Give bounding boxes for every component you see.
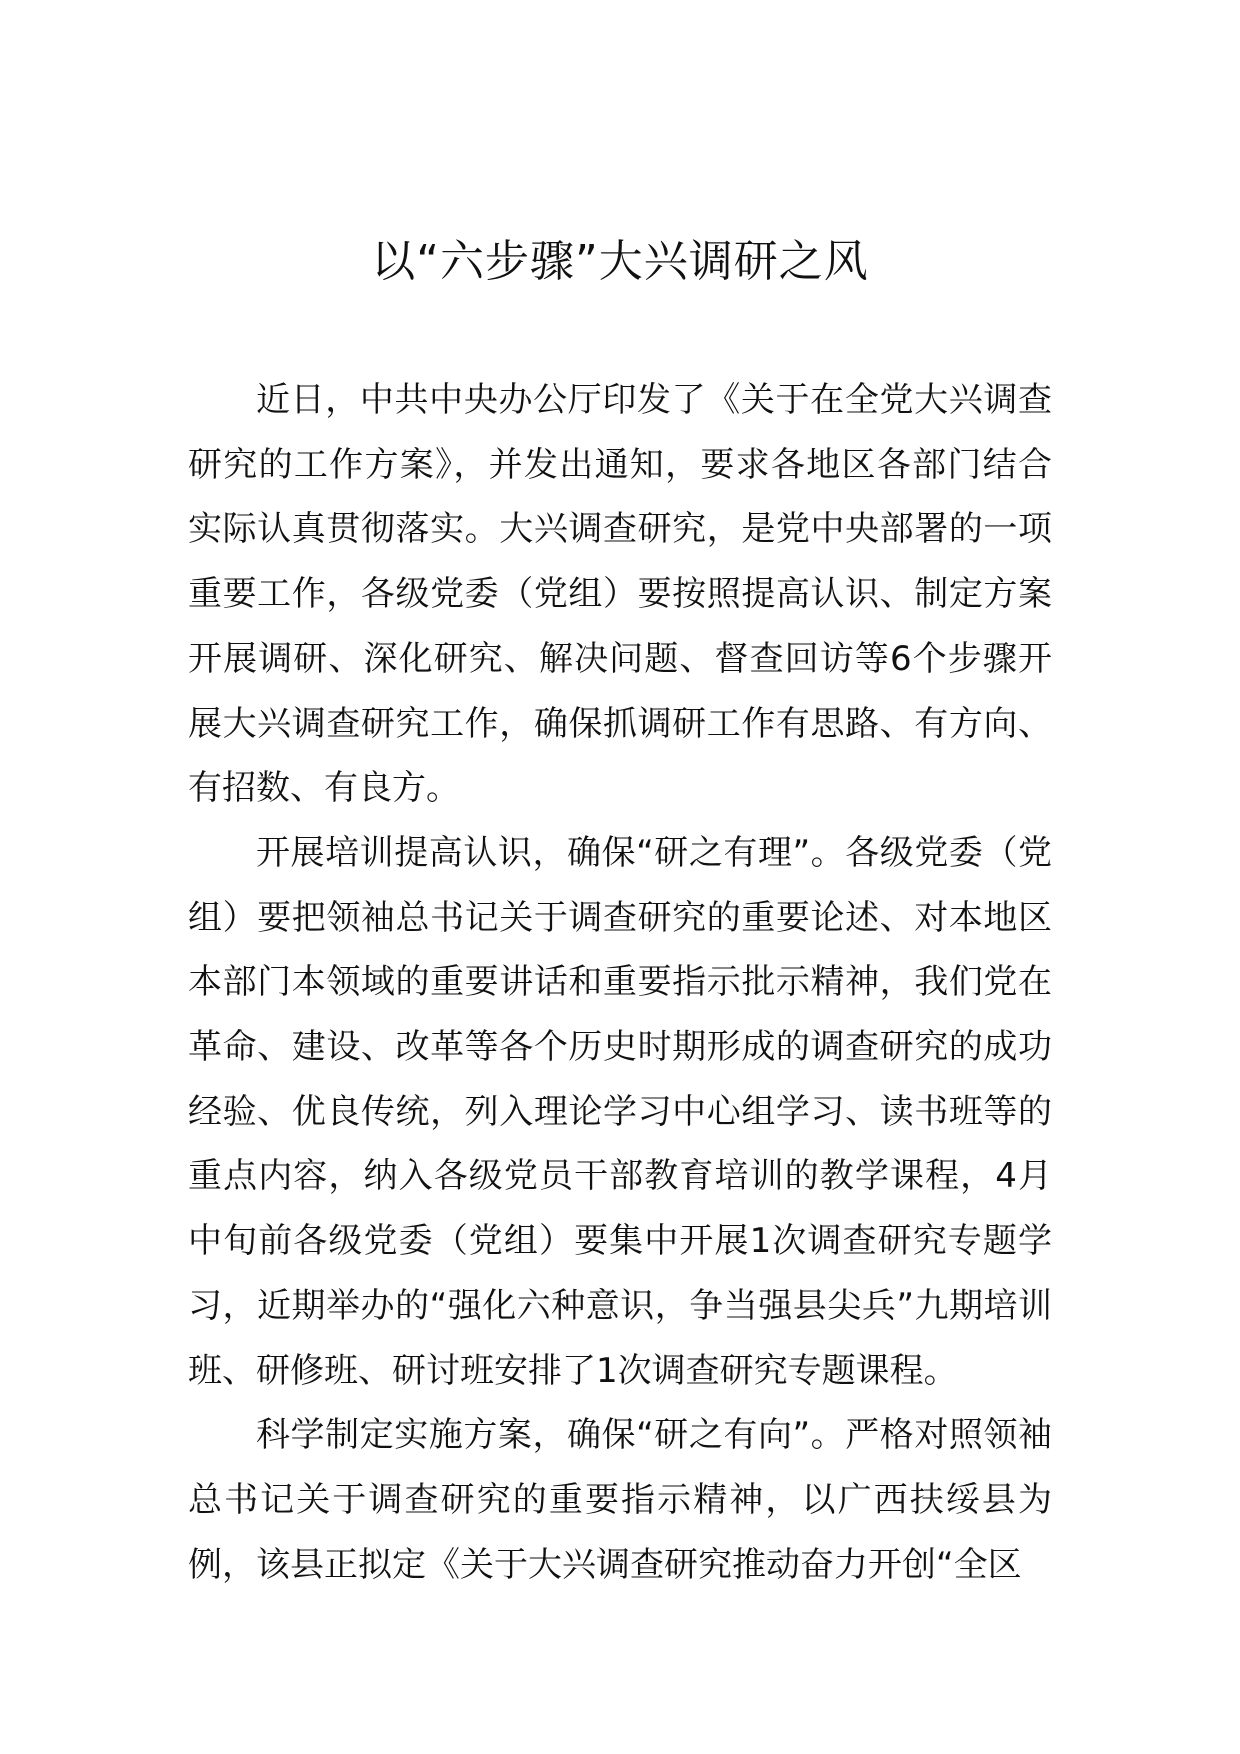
paragraph-intro: 近日，中共中央办公厅印发了《关于在全党大兴调查研究的工作方案》，并发出通知，要求各地区各部门结合实际认真贯彻落实。大兴调查研究，是党中央部署的一项重要工作，各级党委（党组）要按照提高认识、制定方案开展调研、深化研究、解决问题、督查回访等6个步骤开展大兴调查研究工作，确保抓调研工作有思路、有方向、有招数、有良方。 — [188, 380, 1052, 809]
paragraph-plan: 科学制定实施方案，确保“研之有向”。严格对照领袖总书记关于调查研究的重要指示精神，以广西扶绥县为例，该县正拟定《关于大兴调查研究推动奋力开创“全区 — [188, 1415, 1052, 1585]
paragraph-training: 开展培训提高认识，确保“研之有理”。各级党委（党组）要把领袖总书记关于调查研究的重要论述、对本地区本部门本领域的重要讲话和重要指示批示精神，我们党在革命、建设、改革等各个历史时期形成的调查研究的成功经验、优良传统，列入理论学习中心组学习、读书班等的重点内容，纳入各级党员干部教育培训的教学课程，4月中旬前各级党委（党组）要集中开展1次调查研究专题学习，近期举办的“强化六种意识，争当强县尖兵”九期培训班、研修班、研讨班安排了1次调查研究专题课程。 — [188, 832, 1052, 1391]
document-title: 以“六步骤”大兴调研之风 — [371, 236, 869, 287]
document-body — [188, 368, 1052, 1597]
